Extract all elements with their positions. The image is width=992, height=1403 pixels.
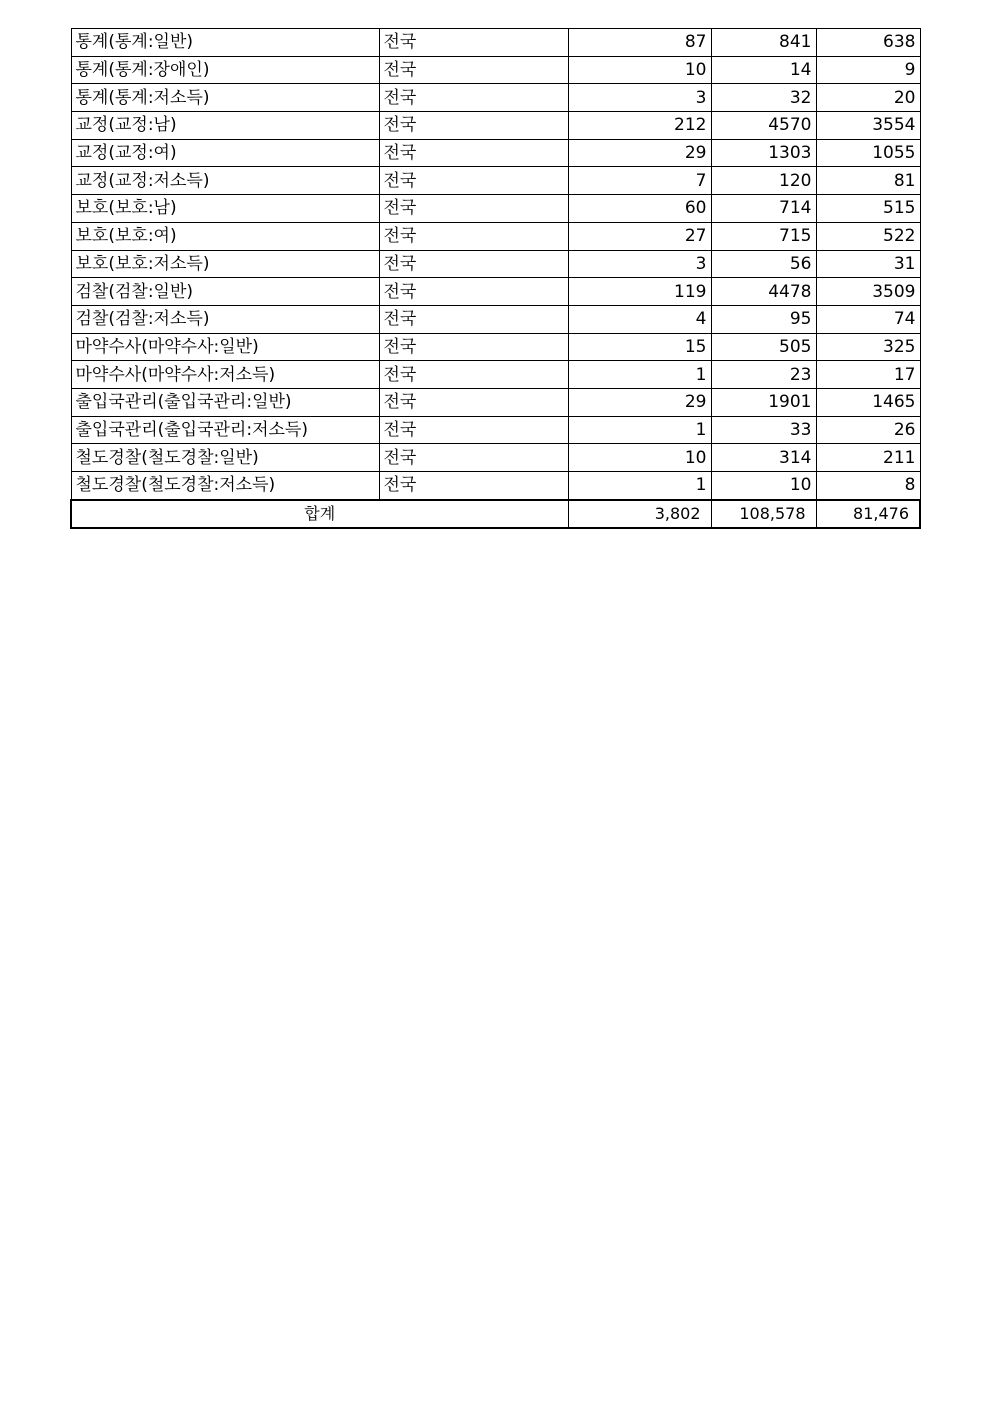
row-name: 출입국관리(출입국관리:저소득) [71, 416, 379, 444]
row-value-1: 29 [568, 139, 711, 167]
table-row [71, 444, 920, 472]
row-region: 전국 [379, 84, 568, 112]
row-value-2: 715 [711, 222, 816, 250]
row-value-3: 74 [816, 305, 920, 333]
row-value-3: 1465 [816, 388, 920, 416]
row-value-2: 23 [711, 361, 816, 389]
row-name: 보호(보호:저소득) [71, 250, 379, 278]
row-value-1: 10 [568, 444, 711, 472]
row-value-3: 17 [816, 361, 920, 389]
row-value-2: 4570 [711, 112, 816, 140]
row-value-3: 3509 [816, 278, 920, 306]
table-row [71, 112, 920, 140]
row-region: 전국 [379, 222, 568, 250]
row-value-1: 3 [568, 84, 711, 112]
row-region: 전국 [379, 56, 568, 84]
row-name: 교정(교정:여) [71, 139, 379, 167]
row-value-1: 60 [568, 195, 711, 223]
row-value-2: 33 [711, 416, 816, 444]
table-row [71, 388, 920, 416]
table-row [71, 305, 920, 333]
table-row [71, 472, 920, 500]
row-value-2: 10 [711, 472, 816, 500]
table-row [71, 250, 920, 278]
row-name: 검찰(검찰:저소득) [71, 305, 379, 333]
row-region: 전국 [379, 29, 568, 57]
row-name: 교정(교정:저소득) [71, 167, 379, 195]
row-region: 전국 [379, 472, 568, 500]
row-name: 마약수사(마약수사:일반) [71, 333, 379, 361]
row-name: 통계(통계:장애인) [71, 56, 379, 84]
row-region: 전국 [379, 388, 568, 416]
row-value-3: 31 [816, 250, 920, 278]
row-value-1: 27 [568, 222, 711, 250]
row-value-1: 10 [568, 56, 711, 84]
row-value-1: 4 [568, 305, 711, 333]
row-value-2: 32 [711, 84, 816, 112]
row-name: 보호(보호:여) [71, 222, 379, 250]
table-row [71, 139, 920, 167]
row-value-2: 1303 [711, 139, 816, 167]
row-value-1: 29 [568, 388, 711, 416]
row-name: 철도경찰(철도경찰:일반) [71, 444, 379, 472]
row-name: 통계(통계:저소득) [71, 84, 379, 112]
row-value-1: 212 [568, 112, 711, 140]
table-row [71, 195, 920, 223]
row-value-1: 15 [568, 333, 711, 361]
row-value-1: 1 [568, 416, 711, 444]
row-name: 마약수사(마약수사:저소득) [71, 361, 379, 389]
row-value-2: 95 [711, 305, 816, 333]
row-value-1: 1 [568, 361, 711, 389]
row-region: 전국 [379, 305, 568, 333]
row-value-2: 14 [711, 56, 816, 84]
recruitment-table [70, 28, 921, 529]
row-region: 전국 [379, 444, 568, 472]
row-region: 전국 [379, 333, 568, 361]
total-c1: 3,802 [568, 500, 711, 529]
table-row [71, 416, 920, 444]
table-row [71, 29, 920, 57]
row-name: 철도경찰(철도경찰:저소득) [71, 472, 379, 500]
row-value-2: 120 [711, 167, 816, 195]
row-value-3: 3554 [816, 112, 920, 140]
row-value-3: 638 [816, 29, 920, 57]
row-value-1: 119 [568, 278, 711, 306]
row-value-2: 841 [711, 29, 816, 57]
row-value-2: 714 [711, 195, 816, 223]
row-value-3: 8 [816, 472, 920, 500]
row-value-3: 1055 [816, 139, 920, 167]
row-name: 출입국관리(출입국관리:일반) [71, 388, 379, 416]
row-region: 전국 [379, 278, 568, 306]
row-value-2: 56 [711, 250, 816, 278]
total-c2: 108,578 [711, 500, 816, 529]
table-row [71, 222, 920, 250]
row-value-3: 81 [816, 167, 920, 195]
table-row [71, 167, 920, 195]
row-value-3: 515 [816, 195, 920, 223]
row-value-2: 1901 [711, 388, 816, 416]
row-region: 전국 [379, 361, 568, 389]
row-value-2: 505 [711, 333, 816, 361]
row-value-1: 3 [568, 250, 711, 278]
table-row [71, 278, 920, 306]
row-value-3: 522 [816, 222, 920, 250]
row-name: 검찰(검찰:일반) [71, 278, 379, 306]
row-value-3: 9 [816, 56, 920, 84]
row-region: 전국 [379, 139, 568, 167]
row-name: 보호(보호:남) [71, 195, 379, 223]
total-c3: 81,476 [816, 500, 920, 529]
row-value-1: 87 [568, 29, 711, 57]
table-body [71, 29, 920, 500]
row-region: 전국 [379, 112, 568, 140]
table-row [71, 333, 920, 361]
table-row [71, 84, 920, 112]
row-value-2: 4478 [711, 278, 816, 306]
row-value-2: 314 [711, 444, 816, 472]
row-value-1: 7 [568, 167, 711, 195]
table-row [71, 56, 920, 84]
row-region: 전국 [379, 167, 568, 195]
row-name: 통계(통계:일반) [71, 29, 379, 57]
total-row [71, 500, 920, 529]
row-value-3: 20 [816, 84, 920, 112]
row-region: 전국 [379, 416, 568, 444]
total-label: 합계 [71, 500, 568, 529]
row-region: 전국 [379, 250, 568, 278]
row-value-3: 325 [816, 333, 920, 361]
table-row [71, 361, 920, 389]
row-value-1: 1 [568, 472, 711, 500]
row-value-3: 211 [816, 444, 920, 472]
row-region: 전국 [379, 195, 568, 223]
row-value-3: 26 [816, 416, 920, 444]
row-name: 교정(교정:남) [71, 112, 379, 140]
